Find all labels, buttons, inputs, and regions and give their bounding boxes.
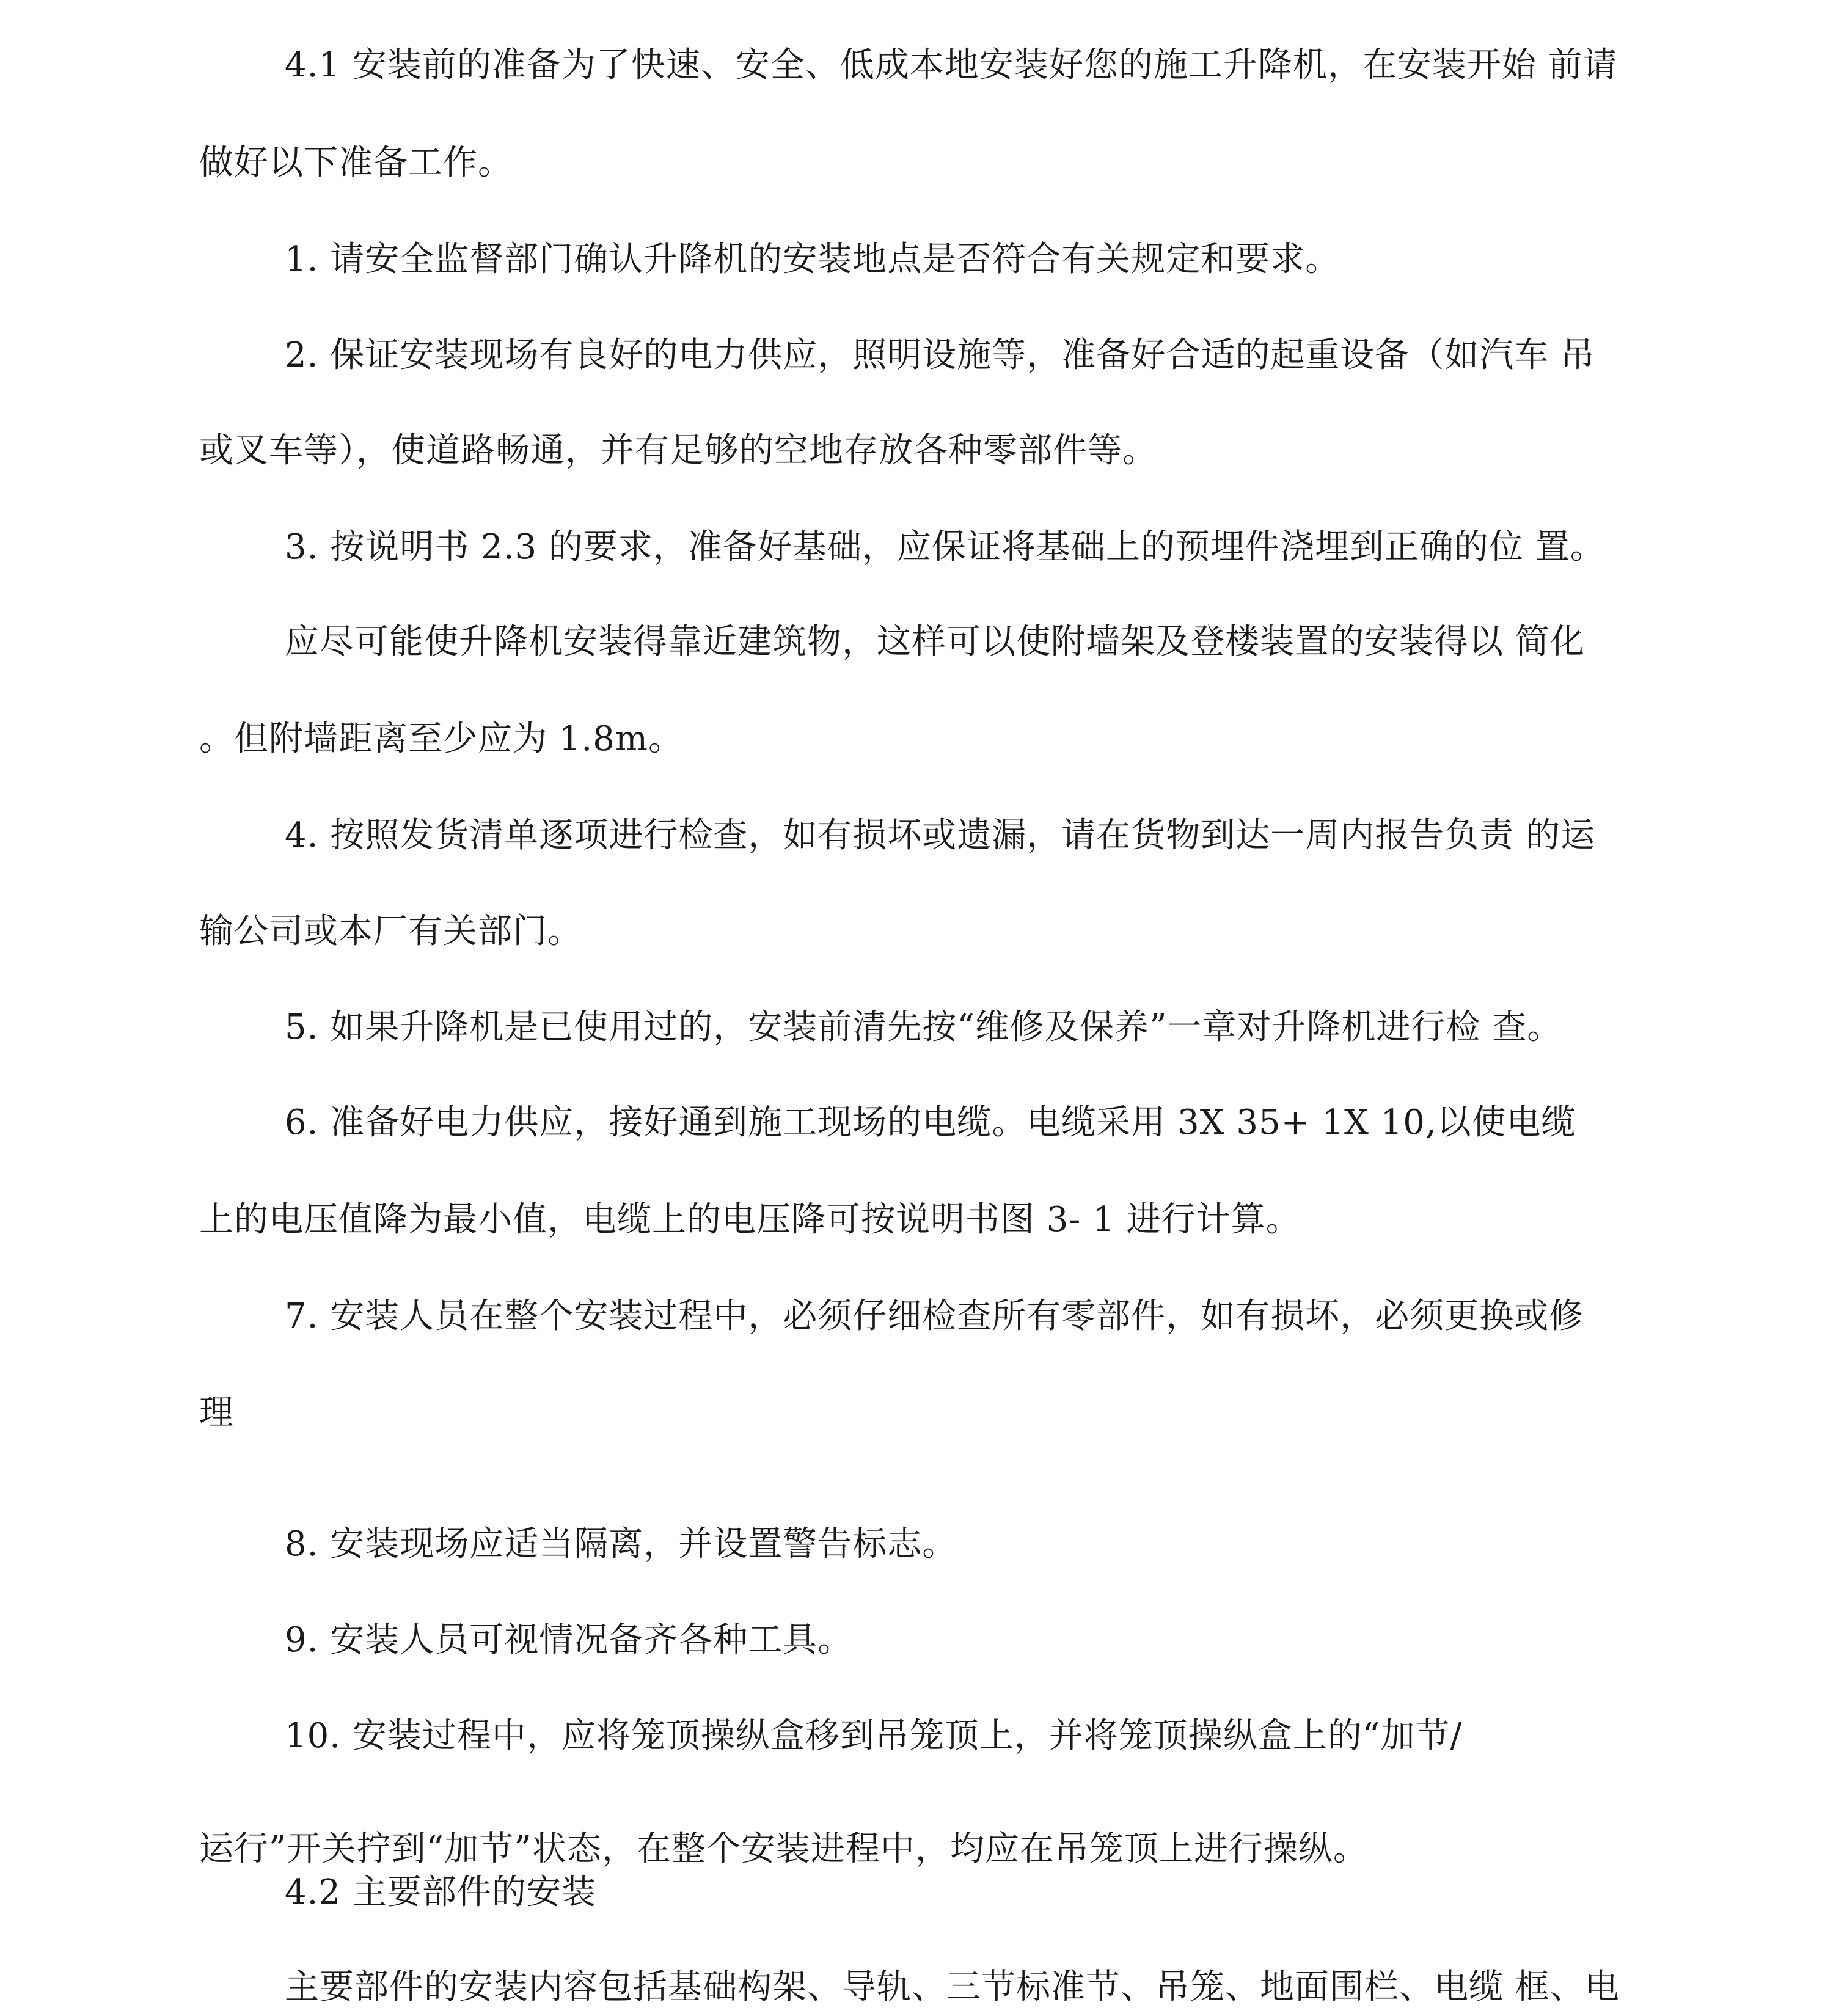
- item-4-line-2: 输公司或本厂有关部门。: [199, 911, 582, 951]
- section-4-2-heading: 4.2 主要部件的安装: [285, 1872, 596, 1912]
- item-8-line-1: 8. 安装现场应适当隔离，并设置警告标志。: [285, 1524, 957, 1564]
- item-3-line-1: 3. 按说明书 2.3 的要求，准备好基础，应保证将基础上的预埋件浇埋到正确的位 置。: [285, 527, 1605, 567]
- item-9-line-1: 9. 安装人员可视情况备齐各种工具。: [285, 1620, 853, 1660]
- item-2-line-2: 或叉车等），使道路畅通，并有足够的空地存放各种零部件等。: [199, 431, 1157, 470]
- paragraph-4-1-line-1: 4.1 安装前的准备为了快速、安全、低成本地安装好您的施工升降机，在安装开始 前请: [285, 45, 1618, 85]
- item-6-line-1: 6. 准备好电力供应，接好通到施工现场的电缆。电缆采用 3X 35+ 1X 10,以使电缆: [285, 1103, 1576, 1142]
- item-1-line-1: 1. 请安全监督部门确认升降机的安装地点是否符合有关规定和要求。: [285, 239, 1340, 279]
- item-5-line-1: 5. 如果升降机是已使用过的，安装前清先按“维修及保养”一章对升降机进行检 查。: [285, 1007, 1562, 1047]
- item-7-line-2: 理: [199, 1393, 234, 1433]
- item-7-line-1: 7. 安装人员在整个安装过程中，必须仔细检查所有零部件，如有损坏，必须更换或修: [285, 1296, 1584, 1336]
- item-4-line-1: 4. 按照发货清单逐项进行检查，如有损坏或遗漏，请在货物到达一周内报告负责 的运: [285, 816, 1596, 855]
- item-3-line-2: 应尽可能使升降机安装得靠近建筑物，这样可以使附墙架及登楼装置的安装得以 简化: [285, 622, 1585, 662]
- item-10-line-1: 10. 安装过程中，应将笼顶操纵盒移到吊笼顶上，并将笼顶操纵盒上的“加节/: [285, 1716, 1463, 1756]
- item-10-line-2: 运行”开关拧到“加节”状态，在整个安装进程中，均应在吊笼顶上进行操纵。: [199, 1829, 1368, 1869]
- item-6-line-2: 上的电压值降为最小值，电缆上的电压降可按说明书图 3- 1 进行计算。: [199, 1200, 1301, 1240]
- item-3-line-3: 。但附墙距离至少应为 1.8m。: [199, 719, 683, 759]
- item-2-line-1: 2. 保证安装现场有良好的电力供应，照明设施等，准备好合适的起重设备（如汽车 吊: [285, 335, 1596, 375]
- paragraph-4-1-line-2: 做好以下准备工作。: [199, 143, 513, 183]
- section-4-2-line-1: 主要部件的安装内容包括基础构架、导轨、三节标准节、吊笼、地面围栏、电缆 框、电: [285, 1967, 1620, 2007]
